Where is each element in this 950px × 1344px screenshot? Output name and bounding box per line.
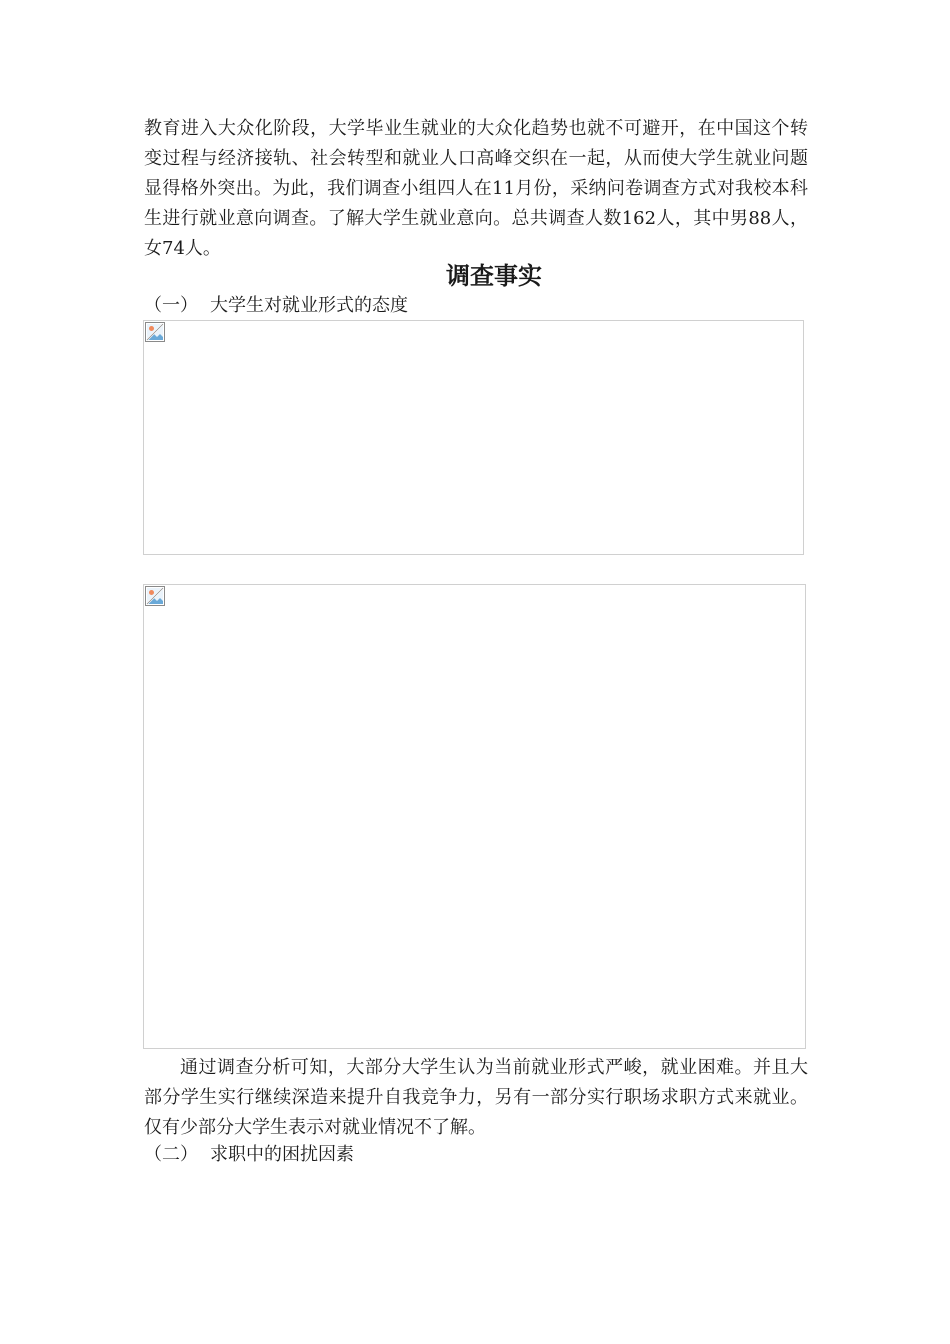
subsection-title: 求职中的困扰因素 — [210, 1144, 354, 1165]
broken-image-icon — [145, 322, 165, 342]
conclusion-paragraph: 通过调查分析可知，大部分大学生认为当前就业形式严峻，就业困难。并且大部分学生实行继续深造来提升自我竞争力，另有一部分实行职场求职方式来就业。仅有少部分大学生表示对就业情况不了解。 — [144, 1057, 808, 1138]
chart-image-placeholder-2 — [143, 584, 806, 1049]
intro-paragraph: 教育进入大众化阶段，大学毕业生就业的大众化趋势也就不可避开，在中国这个转变过程与经济接轨、社会转型和就业人口高峰交织在一起，从而使大学生就业问题显得格外突出。为此，我们调查小组四人在11月份，采纳问卷调查方式对我校本科生进行就业意向调查。了解大学生就业意向。总共调查人数162人，其中男88人，女74人。 — [144, 118, 808, 259]
subsection-title: 大学生对就业形式的态度 — [210, 295, 408, 316]
subsection-heading-2 — [144, 1142, 354, 1168]
subsection-number: （二） — [144, 1144, 198, 1165]
chart-image-placeholder-1 — [143, 320, 804, 555]
subsection-heading-1 — [144, 293, 408, 319]
subsection-number: （一） — [144, 295, 198, 316]
section-heading: 调查事实 — [446, 262, 542, 290]
broken-image-icon — [145, 586, 165, 606]
